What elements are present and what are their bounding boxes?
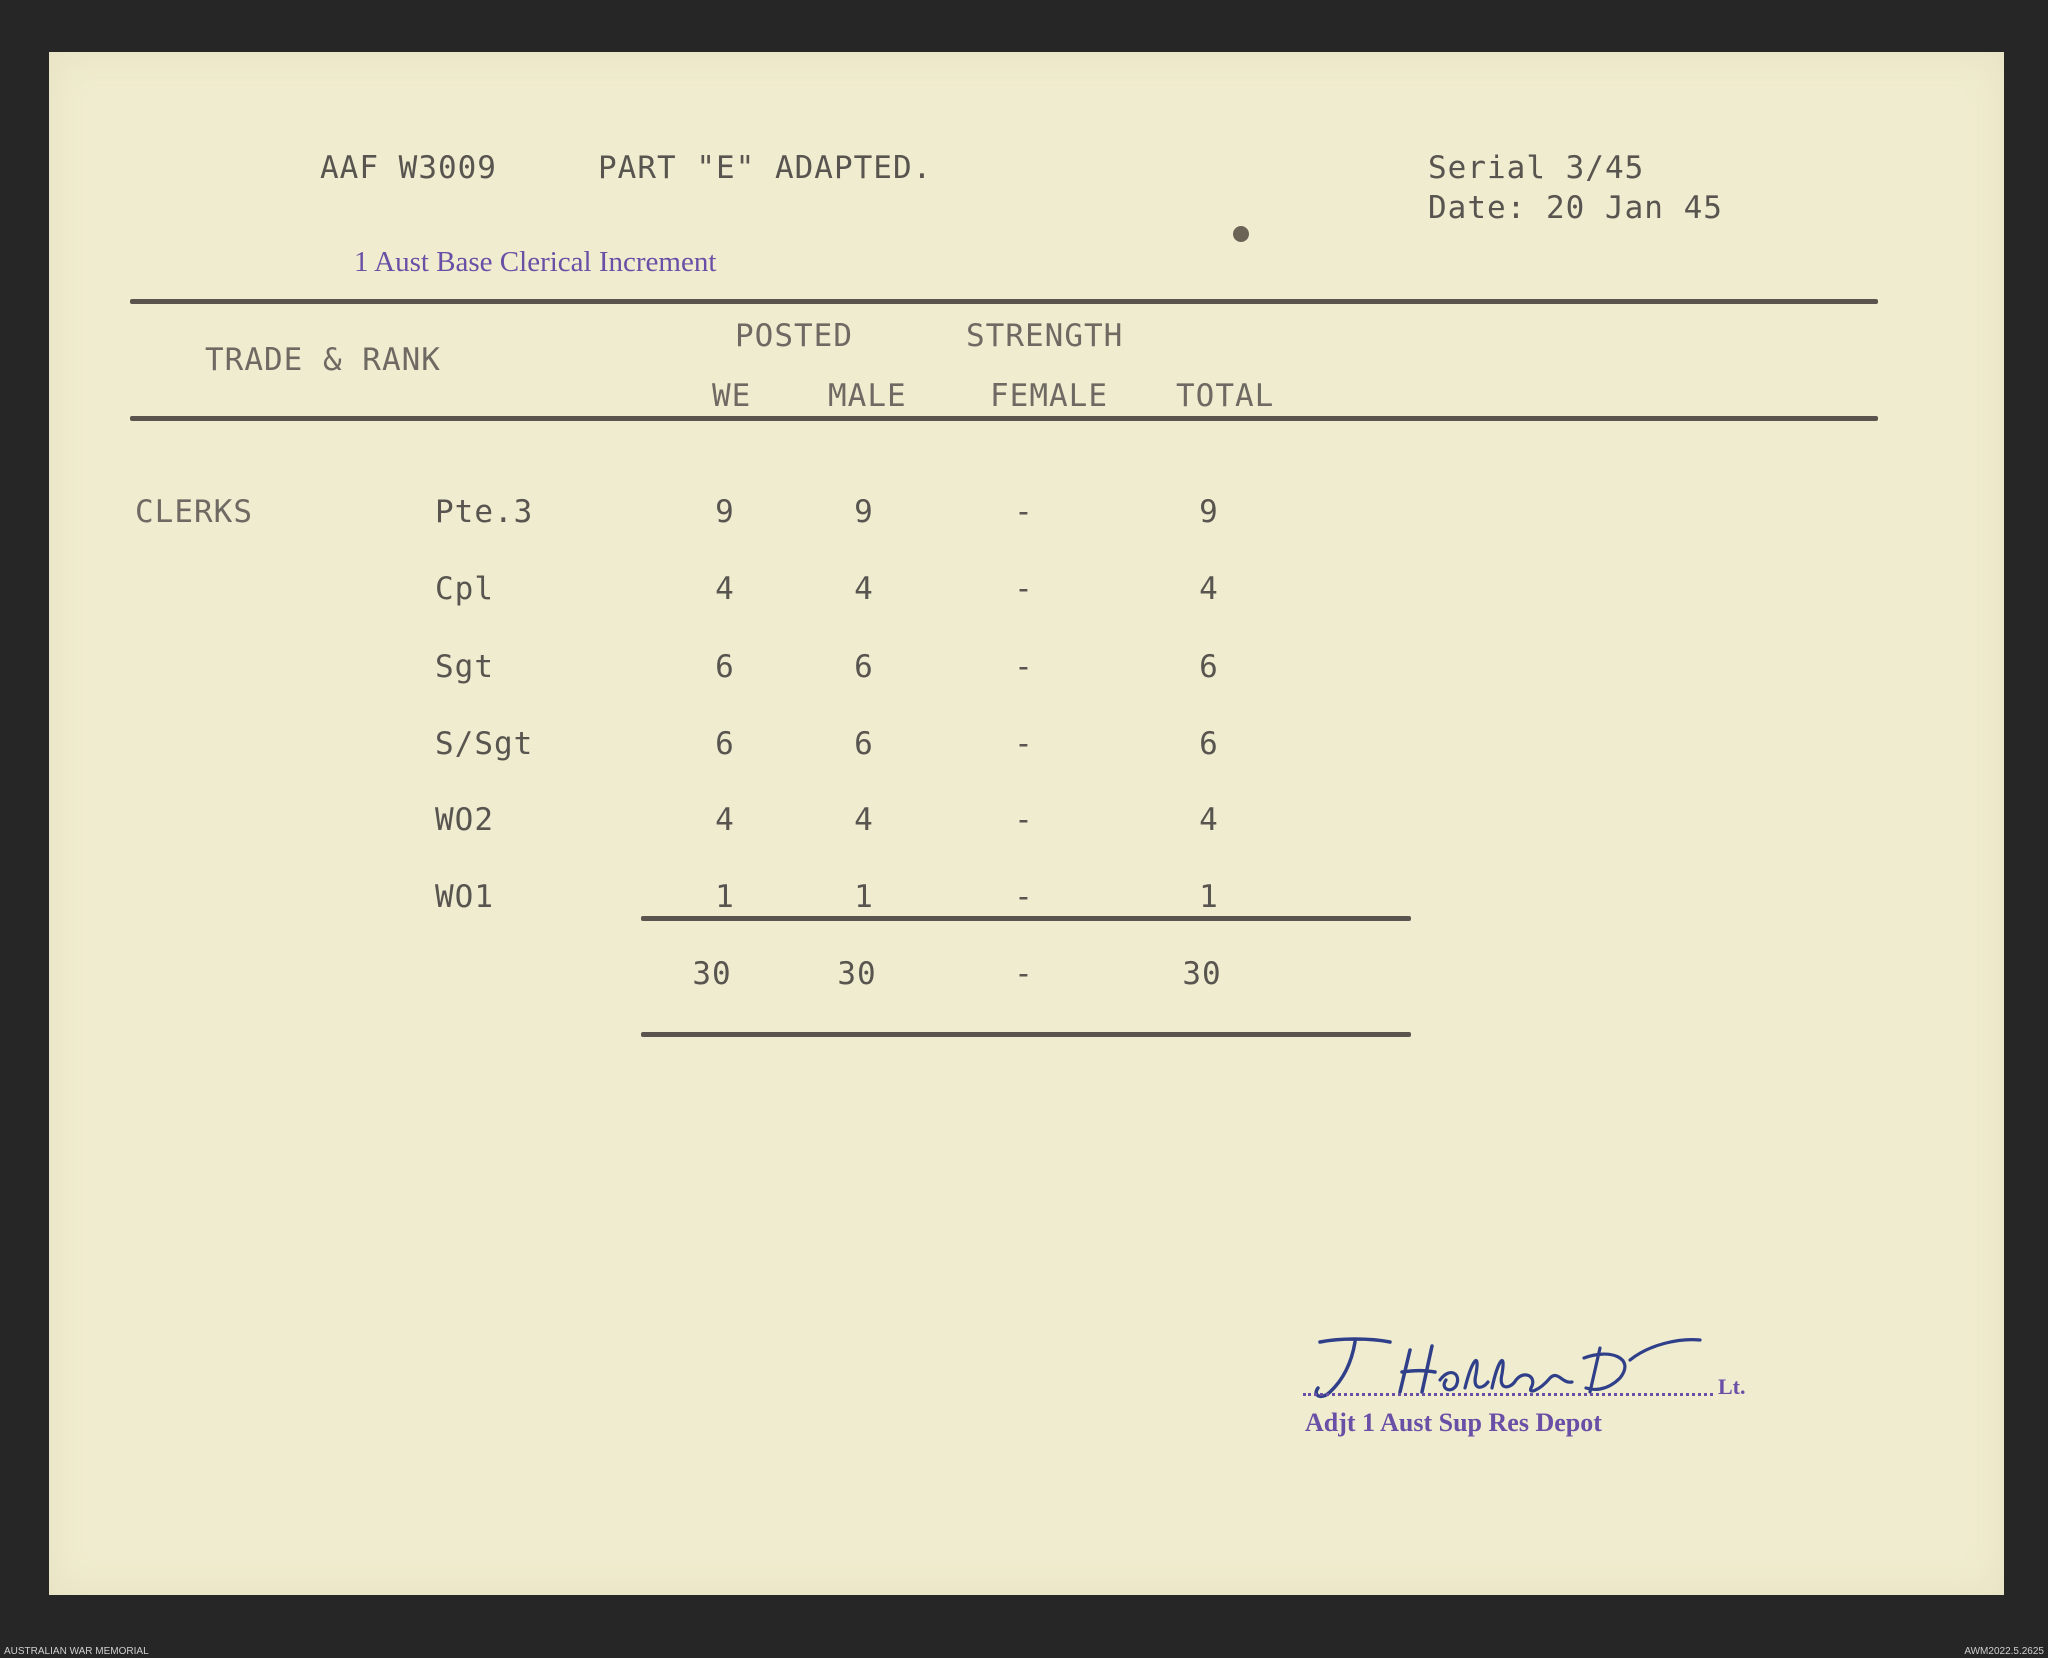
male-total: 30	[837, 956, 877, 992]
total-cell: 9	[1199, 494, 1219, 530]
male-cell: 6	[854, 726, 874, 762]
total-rule	[641, 1032, 1411, 1037]
male-cell: 4	[854, 802, 874, 838]
rank-cell: S/Sgt	[435, 726, 534, 762]
signature-title-stamp: Adjt 1 Aust Sup Res Depot	[1305, 1408, 1602, 1437]
unit-stamp: 1 Aust Base Clerical Increment	[354, 246, 717, 278]
trade-name: CLERKS	[135, 494, 253, 530]
document-date: Date: 20 Jan 45	[1428, 190, 1723, 226]
rank-cell: Cpl	[435, 571, 494, 607]
form-part: PART "E" ADAPTED.	[598, 150, 933, 186]
rank-cell: WO1	[435, 879, 494, 915]
we-total: 30	[692, 956, 732, 992]
total-cell: 1	[1199, 879, 1219, 915]
rank-cell: Sgt	[435, 649, 494, 685]
column-posted: POSTED	[735, 318, 853, 354]
column-female: FEMALE	[990, 378, 1108, 414]
we-cell: 1	[715, 879, 735, 915]
female-cell: -	[1014, 649, 1034, 685]
serial-number: Serial 3/45	[1428, 150, 1645, 186]
male-cell: 6	[854, 649, 874, 685]
column-trade-rank: TRADE & RANK	[205, 342, 441, 378]
header-rule-bottom	[130, 416, 1878, 421]
punch-hole-mark	[1233, 226, 1249, 242]
female-cell: -	[1014, 494, 1034, 530]
rank-cell: WO2	[435, 802, 494, 838]
total-cell: 6	[1199, 649, 1219, 685]
we-cell: 4	[715, 571, 735, 607]
female-cell: -	[1014, 802, 1034, 838]
male-cell: 9	[854, 494, 874, 530]
total-cell: 6	[1199, 726, 1219, 762]
female-cell: -	[1014, 879, 1034, 915]
form-title: AAF W3009	[320, 150, 497, 186]
male-cell: 4	[854, 571, 874, 607]
column-we: WE	[712, 378, 752, 414]
total-cell: 4	[1199, 571, 1219, 607]
male-cell: 1	[854, 879, 874, 915]
column-strength: STRENGTH	[966, 318, 1124, 354]
total-cell: 4	[1199, 802, 1219, 838]
signature-line	[1303, 1393, 1713, 1396]
header-rule-top	[130, 299, 1878, 304]
handwritten-signature	[1300, 1330, 1710, 1410]
we-cell: 6	[715, 649, 735, 685]
we-cell: 6	[715, 726, 735, 762]
rank-cell: Pte.3	[435, 494, 534, 530]
footer-accession: AWM2022.5.2625	[1964, 1646, 2044, 1657]
column-male: MALE	[828, 378, 907, 414]
subtotal-rule	[641, 916, 1411, 921]
footer-institution: AUSTRALIAN WAR MEMORIAL	[4, 1646, 149, 1657]
female-cell: -	[1014, 726, 1034, 762]
grand-total: 30	[1182, 956, 1222, 992]
we-cell: 9	[715, 494, 735, 530]
female-total: -	[1014, 956, 1034, 992]
female-cell: -	[1014, 571, 1034, 607]
column-total: TOTAL	[1176, 378, 1275, 414]
we-cell: 4	[715, 802, 735, 838]
signature-rank: Lt.	[1718, 1374, 1746, 1399]
